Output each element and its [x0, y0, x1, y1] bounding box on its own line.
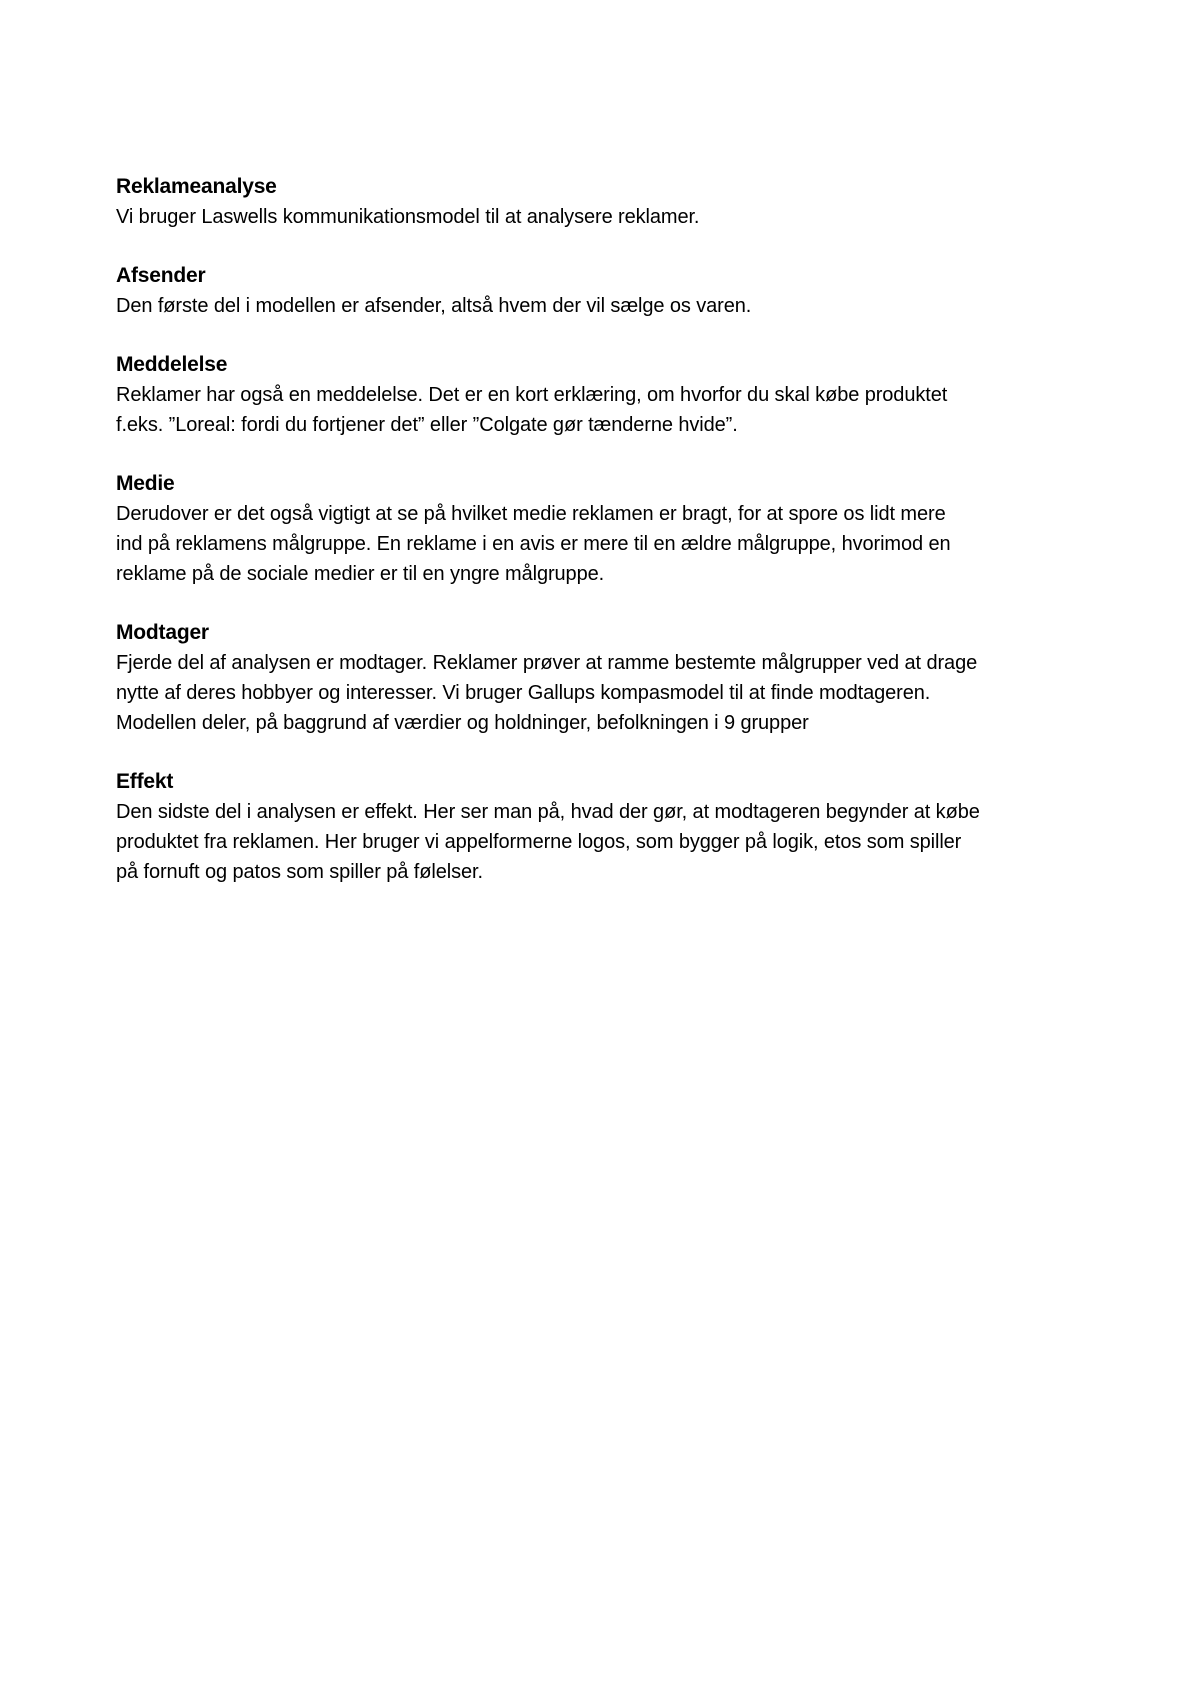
paragraph-line: Derudover er det også vigtigt at se på hvilket medie reklamen er bragt, for at spore os lidt mere: [116, 503, 946, 525]
section-paragraph: [116, 202, 1096, 232]
section-paragraph: [116, 380, 1096, 440]
paragraph-line: Vi bruger Laswells kommunikationsmodel til at analysere reklamer.: [116, 206, 700, 228]
section-medie: [116, 469, 1096, 589]
section-paragraph: [116, 648, 1096, 738]
section-heading: Medie: [116, 472, 175, 495]
paragraph-line: produktet fra reklamen. Her bruger vi appelformerne logos, som bygger på logik, etos som spiller: [116, 831, 962, 853]
section-paragraph: [116, 499, 1096, 589]
section-heading: Modtager: [116, 621, 209, 644]
section-heading: Reklameanalyse: [116, 175, 277, 198]
paragraph-line: Reklamer har også en meddelelse. Det er en kort erklæring, om hvorfor du skal købe produktet: [116, 384, 948, 406]
section-meddelelse: [116, 350, 1096, 440]
paragraph-line: ind på reklamens målgruppe. En reklame i en avis er mere til en ældre målgruppe, hvorimod en: [116, 533, 951, 555]
paragraph-line: nytte af deres hobbyer og interesser. Vi bruger Gallups kompasmodel til at finde modtageren.: [116, 682, 931, 704]
document-body: [116, 172, 1096, 916]
section-reklameanalyse: [116, 172, 1096, 232]
section-heading: Afsender: [116, 264, 206, 287]
paragraph-line: f.eks. ”Loreal: fordi du fortjener det” eller ”Colgate gør tænderne hvide”.: [116, 414, 738, 436]
section-afsender: [116, 261, 1096, 321]
section-paragraph: [116, 291, 1096, 321]
paragraph-line: Den sidste del i analysen er effekt. Her ser man på, hvad der gør, at modtageren begynder at købe: [116, 801, 980, 823]
paragraph-line: reklame på de sociale medier er til en yngre målgruppe.: [116, 563, 605, 585]
paragraph-line: på fornuft og patos som spiller på følelser.: [116, 861, 483, 883]
paragraph-line: Den første del i modellen er afsender, altså hvem der vil sælge os varen.: [116, 295, 752, 317]
paragraph-line: Fjerde del af analysen er modtager. Reklamer prøver at ramme bestemte målgrupper ved at drage: [116, 652, 978, 674]
paragraph-line: Modellen deler, på baggrund af værdier og holdninger, befolkningen i 9 grupper: [116, 712, 809, 734]
section-modtager: [116, 618, 1096, 738]
section-heading: Meddelelse: [116, 353, 228, 376]
section-heading: Effekt: [116, 770, 174, 793]
section-effekt: [116, 767, 1096, 887]
section-paragraph: [116, 797, 1096, 887]
